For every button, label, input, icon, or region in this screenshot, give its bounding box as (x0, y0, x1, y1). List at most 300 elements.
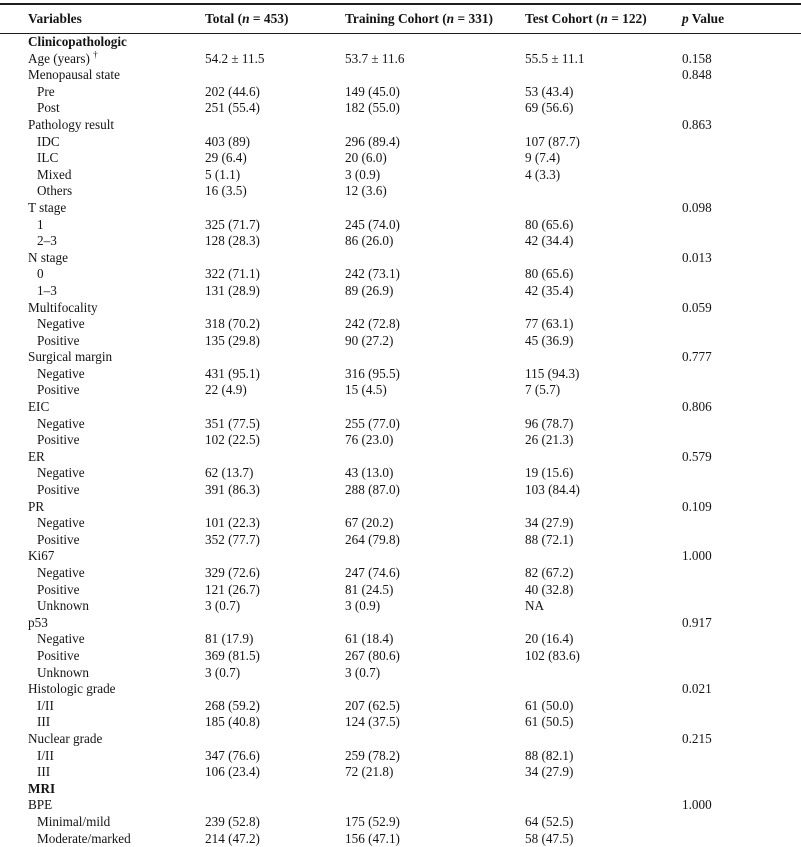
table-row (0, 449, 801, 466)
p-value: 0.215 (682, 730, 712, 746)
total-value: 351 (77.5) (205, 415, 260, 431)
training-value: 316 (95.5) (345, 365, 400, 381)
total-value: 403 (89) (205, 133, 251, 149)
column-header-training: Training Cohort (n = 331) (345, 11, 493, 26)
table-row (0, 714, 801, 731)
training-value: 156 (47.1) (345, 830, 400, 846)
test-value: 107 (87.7) (525, 133, 580, 149)
total-value: 121 (26.7) (205, 581, 260, 597)
p-value (682, 233, 801, 250)
table-row (0, 183, 801, 200)
p-value: 0.863 (682, 116, 712, 132)
p-value (682, 183, 801, 200)
training-value (345, 300, 525, 317)
training-value: 76 (23.0) (345, 432, 394, 448)
table-row (0, 217, 801, 234)
variable-label: PR (28, 498, 45, 514)
test-value: 58 (47.5) (525, 830, 574, 846)
total-value (205, 731, 345, 748)
total-value: 239 (52.8) (205, 813, 260, 829)
variable-label: 1–3 (37, 282, 57, 298)
variable-label: MRI (28, 780, 56, 796)
column-header-variables: Variables (28, 11, 82, 26)
total-value: 54.2 ± 11.5 (205, 50, 265, 66)
training-value (345, 681, 525, 698)
p-value (682, 814, 801, 831)
table-row (0, 565, 801, 582)
test-value (525, 200, 682, 217)
p-value (682, 714, 801, 731)
total-value (205, 250, 345, 267)
test-value (525, 731, 682, 748)
variable-label: Age (years) † (28, 49, 98, 66)
test-value (525, 781, 682, 798)
variable-label: Negative (37, 565, 85, 580)
training-value (345, 399, 525, 416)
total-value: 318 (70.2) (205, 316, 260, 332)
table-row (0, 631, 801, 648)
total-value (205, 399, 345, 416)
p-value (682, 698, 801, 715)
total-value: 431 (95.1) (205, 365, 260, 381)
variable-label: Negative (37, 365, 85, 381)
table-row (0, 416, 801, 433)
test-value: 80 (65.6) (525, 216, 574, 232)
test-value: 80 (65.6) (525, 266, 574, 282)
table-row (0, 582, 801, 599)
p-value: 0.848 (682, 67, 712, 83)
table-row (0, 150, 801, 167)
training-value: 3 (0.7) (345, 664, 381, 680)
table-row (0, 797, 801, 814)
p-value: 0.777 (682, 349, 712, 365)
table-row (0, 731, 801, 748)
variable-label: Positive (37, 482, 80, 498)
total-value: 106 (23.4) (205, 764, 260, 780)
test-value: 42 (34.4) (525, 233, 574, 249)
test-value (525, 665, 682, 682)
test-value: 45 (36.9) (525, 332, 574, 348)
p-value (682, 217, 801, 234)
p-value: 0.021 (682, 681, 712, 697)
column-header-total: Total (n = 453) (205, 11, 289, 26)
total-value: 322 (71.1) (205, 266, 260, 282)
test-value: 20 (16.4) (525, 631, 574, 647)
variable-label: 2–3 (37, 233, 57, 249)
variable-label: Positive (37, 332, 80, 348)
training-value (345, 67, 525, 84)
test-value: 19 (15.6) (525, 465, 574, 481)
p-value (682, 515, 801, 532)
test-value: 40 (32.8) (525, 581, 574, 597)
training-value: 259 (78.2) (345, 747, 400, 763)
test-value: 9 (7.4) (525, 150, 561, 166)
total-value: 131 (28.9) (205, 282, 260, 298)
total-value (205, 615, 345, 632)
p-value (682, 748, 801, 765)
p-value (682, 333, 801, 350)
total-value: 29 (6.4) (205, 150, 247, 166)
table-row (0, 250, 801, 267)
variable-label: 1 (37, 216, 44, 232)
variable-label: Others (37, 183, 73, 199)
total-value: 101 (22.3) (205, 515, 260, 531)
test-value: 103 (84.4) (525, 482, 580, 498)
total-value: 3 (0.7) (205, 598, 241, 614)
total-value (205, 117, 345, 134)
p-value (682, 432, 801, 449)
total-value (205, 300, 345, 317)
training-value: 86 (26.0) (345, 233, 394, 249)
test-value (525, 681, 682, 698)
p-value: 0.109 (682, 498, 712, 514)
test-value: NA (525, 598, 545, 614)
p-value (682, 532, 801, 549)
p-value: 0.579 (682, 448, 712, 464)
p-value (682, 416, 801, 433)
test-value: 7 (5.7) (525, 382, 561, 398)
total-value: 352 (77.7) (205, 531, 260, 547)
variable-label: Surgical margin (28, 349, 113, 365)
total-value: 16 (3.5) (205, 183, 247, 199)
test-value (525, 615, 682, 632)
table-row (0, 432, 801, 449)
p-value: 0.917 (682, 614, 712, 630)
training-value (345, 200, 525, 217)
total-value: 202 (44.6) (205, 83, 260, 99)
total-value: 135 (29.8) (205, 332, 260, 348)
variable-label: ILC (37, 150, 59, 166)
p-value (682, 631, 801, 648)
p-value (682, 482, 801, 499)
total-value: 22 (4.9) (205, 382, 247, 398)
table-row (0, 532, 801, 549)
total-value: 128 (28.3) (205, 233, 260, 249)
variable-label: Nuclear grade (28, 730, 103, 746)
table-row (0, 748, 801, 765)
table-row (0, 681, 801, 698)
test-value (525, 548, 682, 565)
test-value: 26 (21.3) (525, 432, 574, 448)
table-row (0, 764, 801, 781)
training-value: 67 (20.2) (345, 515, 394, 531)
test-value: 69 (56.6) (525, 100, 574, 116)
variable-label: Unknown (37, 598, 90, 614)
training-value (345, 349, 525, 366)
variable-label: Negative (37, 316, 85, 332)
total-value: 251 (55.4) (205, 100, 260, 116)
p-value (682, 366, 801, 383)
table-row (0, 67, 801, 84)
total-value (205, 200, 345, 217)
total-value: 325 (71.7) (205, 216, 260, 232)
table-row (0, 316, 801, 333)
training-value: 288 (87.0) (345, 482, 400, 498)
test-value: 42 (35.4) (525, 282, 574, 298)
p-value (682, 382, 801, 399)
p-value (682, 465, 801, 482)
total-value (205, 681, 345, 698)
p-value: 0.806 (682, 399, 712, 415)
test-value (525, 449, 682, 466)
table-row (0, 134, 801, 151)
total-value: 185 (40.8) (205, 714, 260, 730)
variable-label: EIC (28, 399, 50, 415)
table-row (0, 465, 801, 482)
training-value (345, 449, 525, 466)
training-value: 247 (74.6) (345, 565, 400, 580)
training-value (345, 797, 525, 814)
variable-label: Positive (37, 382, 80, 398)
test-value (525, 183, 682, 200)
total-value: 62 (13.7) (205, 465, 254, 481)
table-body (0, 34, 801, 847)
variable-label: Post (37, 100, 60, 116)
table-row (0, 100, 801, 117)
total-value: 81 (17.9) (205, 631, 254, 647)
test-value (525, 34, 682, 51)
column-header-p_value: p Value (682, 11, 725, 26)
p-value: 1.000 (682, 797, 712, 813)
p-value (682, 582, 801, 599)
table-row (0, 366, 801, 383)
variable-label: ER (28, 448, 45, 464)
test-value: 82 (67.2) (525, 565, 574, 580)
test-value (525, 117, 682, 134)
test-value: 115 (94.3) (525, 365, 580, 381)
training-value: 61 (18.4) (345, 631, 394, 647)
training-value (345, 615, 525, 632)
training-value: 72 (21.8) (345, 764, 394, 780)
p-value (682, 316, 801, 333)
total-value (205, 797, 345, 814)
training-value: 296 (89.4) (345, 133, 400, 149)
table-row (0, 233, 801, 250)
test-value (525, 349, 682, 366)
training-value: 20 (6.0) (345, 150, 387, 166)
test-value: 34 (27.9) (525, 515, 574, 531)
variable-label: I/II (37, 747, 54, 763)
total-value: 391 (86.3) (205, 482, 260, 498)
variable-label: Ki67 (28, 548, 55, 564)
variable-label: p53 (28, 614, 48, 630)
total-value: 369 (81.5) (205, 647, 260, 663)
test-value: 61 (50.5) (525, 714, 574, 730)
total-value (205, 67, 345, 84)
test-value: 64 (52.5) (525, 813, 574, 829)
training-value: 53.7 ± 11.6 (345, 50, 405, 66)
p-value (682, 565, 801, 582)
training-value: 81 (24.5) (345, 581, 394, 597)
test-value: 88 (82.1) (525, 747, 574, 763)
variable-label: I/II (37, 697, 54, 713)
p-value: 0.059 (682, 299, 712, 315)
training-value: 124 (37.5) (345, 714, 400, 730)
total-value (205, 781, 345, 798)
p-value (682, 665, 801, 682)
variable-label: III (37, 714, 51, 730)
table-row (0, 648, 801, 665)
table-row (0, 167, 801, 184)
training-value (345, 781, 525, 798)
table-row (0, 831, 801, 847)
training-value: 3 (0.9) (345, 166, 381, 182)
test-value (525, 250, 682, 267)
training-value (345, 117, 525, 134)
variable-label: Pathology result (28, 116, 115, 132)
training-value: 149 (45.0) (345, 83, 400, 99)
section-header-row (0, 34, 801, 51)
variable-label: Positive (37, 581, 80, 597)
variable-label: Positive (37, 432, 80, 448)
p-value: 0.098 (682, 199, 712, 215)
p-value (682, 781, 801, 798)
table-header-row (0, 4, 801, 34)
p-value (682, 598, 801, 615)
test-value (525, 499, 682, 516)
training-value: 242 (73.1) (345, 266, 400, 282)
total-value: 268 (59.2) (205, 697, 260, 713)
total-value: 5 (1.1) (205, 166, 241, 182)
variable-label: Unknown (37, 664, 90, 680)
training-value: 267 (80.6) (345, 647, 400, 663)
variable-label: Moderate/marked (37, 830, 131, 846)
table-row (0, 615, 801, 632)
variable-label: Pre (37, 83, 55, 99)
total-value: 214 (47.2) (205, 830, 260, 846)
cohort-characteristics-table (0, 3, 801, 847)
table-row (0, 333, 801, 350)
training-value (345, 731, 525, 748)
table-row (0, 200, 801, 217)
test-value: 102 (83.6) (525, 647, 580, 663)
variable-label: BPE (28, 797, 53, 813)
training-value (345, 548, 525, 565)
column-header-test: Test Cohort (n = 122) (525, 11, 647, 26)
table-row (0, 399, 801, 416)
table-row (0, 499, 801, 516)
variable-label: Multifocality (28, 299, 98, 315)
table-row (0, 300, 801, 317)
table-row (0, 382, 801, 399)
training-value: 264 (79.8) (345, 531, 400, 547)
training-value: 207 (62.5) (345, 697, 400, 713)
total-value: 329 (72.6) (205, 565, 260, 580)
table-row (0, 698, 801, 715)
table-header (0, 4, 801, 34)
training-value (345, 34, 525, 51)
table-row (0, 349, 801, 366)
p-value (682, 84, 801, 101)
training-value: 15 (4.5) (345, 382, 387, 398)
total-value (205, 449, 345, 466)
variable-label: Minimal/mild (37, 813, 111, 829)
training-value (345, 499, 525, 516)
test-value (525, 300, 682, 317)
test-value (525, 797, 682, 814)
variable-label: Negative (37, 465, 85, 481)
table-row (0, 515, 801, 532)
total-value: 3 (0.7) (205, 664, 241, 680)
test-value: 61 (50.0) (525, 697, 574, 713)
variable-label: IDC (37, 133, 60, 149)
total-value: 102 (22.5) (205, 432, 260, 448)
p-value: 0.013 (682, 249, 712, 265)
table-row (0, 51, 801, 68)
training-value: 3 (0.9) (345, 598, 381, 614)
test-value: 88 (72.1) (525, 531, 574, 547)
total-value (205, 349, 345, 366)
training-value: 12 (3.6) (345, 183, 387, 199)
variable-label: Positive (37, 531, 80, 547)
variable-label: Mixed (37, 166, 72, 182)
table-row (0, 266, 801, 283)
test-value: 53 (43.4) (525, 83, 574, 99)
p-value (682, 764, 801, 781)
training-value: 89 (26.9) (345, 282, 394, 298)
p-value (682, 831, 801, 847)
training-value: 182 (55.0) (345, 100, 400, 116)
table-row (0, 814, 801, 831)
variable-label: Positive (37, 647, 80, 663)
test-value: 34 (27.9) (525, 764, 574, 780)
test-value: 4 (3.3) (525, 166, 561, 182)
table-row (0, 598, 801, 615)
table-row (0, 482, 801, 499)
test-value: 96 (78.7) (525, 415, 574, 431)
test-value (525, 67, 682, 84)
p-value (682, 100, 801, 117)
section-header-row (0, 781, 801, 798)
training-value: 90 (27.2) (345, 332, 394, 348)
variable-label: Menopausal state (28, 67, 120, 83)
variable-label: T stage (28, 199, 67, 215)
p-value (682, 648, 801, 665)
total-value (205, 548, 345, 565)
variable-label: Negative (37, 515, 85, 531)
p-value: 0.158 (682, 50, 712, 66)
table-row (0, 84, 801, 101)
training-value: 175 (52.9) (345, 813, 400, 829)
p-value: 1.000 (682, 548, 712, 564)
table-row (0, 117, 801, 134)
p-value (682, 134, 801, 151)
training-value: 43 (13.0) (345, 465, 394, 481)
variable-label: 0 (37, 266, 44, 282)
table-row (0, 665, 801, 682)
test-value (525, 399, 682, 416)
table-row (0, 283, 801, 300)
training-value: 245 (74.0) (345, 216, 400, 232)
total-value (205, 34, 345, 51)
variable-label: Histologic grade (28, 681, 116, 697)
training-value (345, 250, 525, 267)
variable-label: Clinicopathologic (28, 34, 127, 49)
p-value (682, 150, 801, 167)
test-value: 55.5 ± 11.1 (525, 50, 585, 66)
p-value (682, 283, 801, 300)
variable-label: N stage (28, 249, 68, 265)
p-value (682, 34, 801, 51)
table-row (0, 548, 801, 565)
variable-label: Negative (37, 631, 85, 647)
variable-label: III (37, 764, 51, 780)
training-value: 242 (72.8) (345, 316, 400, 332)
p-value (682, 167, 801, 184)
training-value: 255 (77.0) (345, 415, 400, 431)
p-value (682, 266, 801, 283)
total-value: 347 (76.6) (205, 747, 260, 763)
